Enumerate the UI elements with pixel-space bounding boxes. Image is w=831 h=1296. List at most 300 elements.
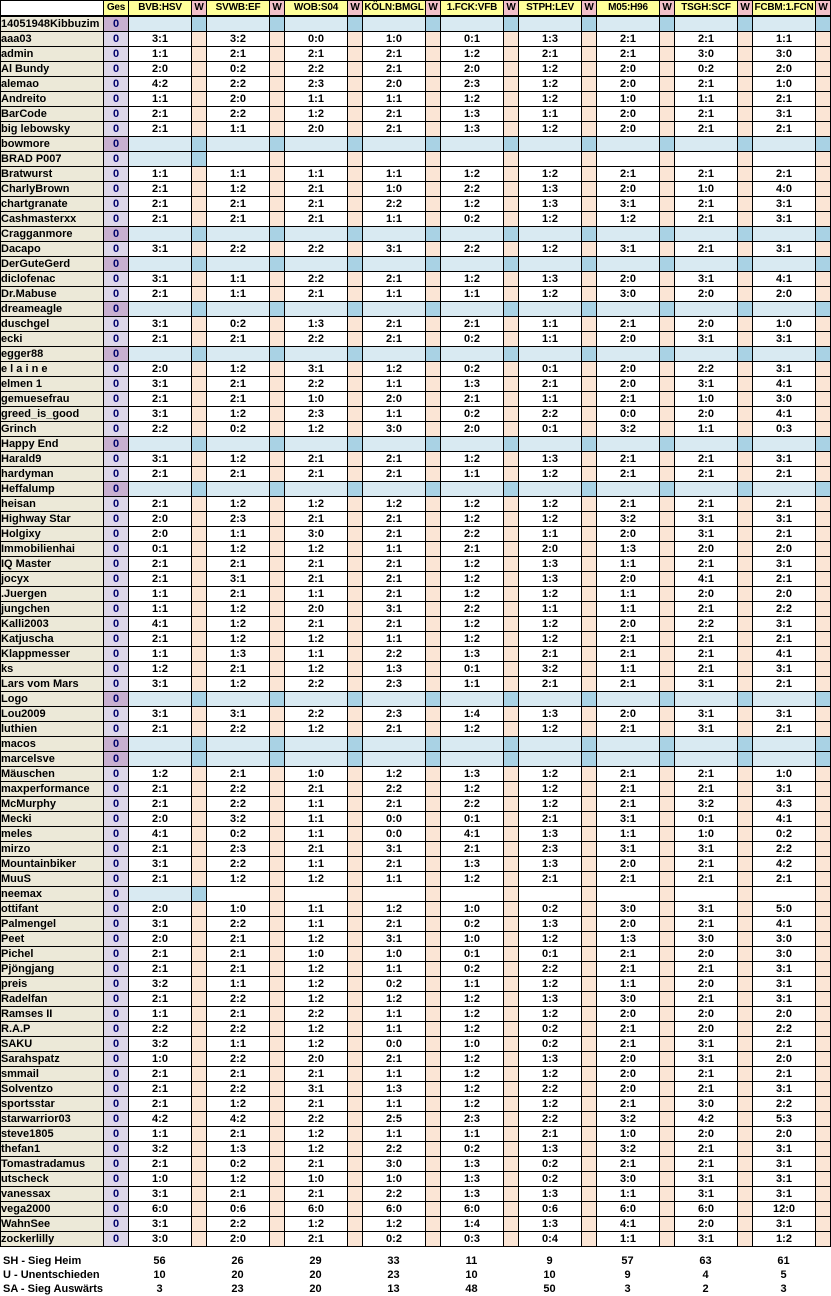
w-cell [504, 392, 519, 407]
tip-cell: 0:2 [441, 212, 504, 227]
tip-cell: 3:1 [753, 1082, 816, 1097]
tip-cell: 2:1 [597, 1037, 660, 1052]
w-cell [660, 212, 675, 227]
w-cell [816, 467, 831, 482]
player-row [1, 947, 831, 962]
w-cell [426, 1217, 441, 1232]
w-cell [426, 587, 441, 602]
tip-cell: 2:0 [363, 77, 426, 92]
ges-total: 0 [104, 302, 129, 317]
player-row [1, 302, 831, 317]
w-cell [738, 16, 753, 32]
w-cell [738, 452, 753, 467]
tip-cell: 2:1 [675, 602, 738, 617]
ges-column-header: Ges [104, 1, 129, 17]
w-cell [426, 1142, 441, 1157]
w-cell [816, 497, 831, 512]
tip-cell: 2:2 [285, 1112, 348, 1127]
w-cell [270, 272, 285, 287]
player-row [1, 572, 831, 587]
player-name: ks [1, 662, 104, 677]
w-cell [582, 932, 597, 947]
tip-cell: 3:1 [675, 512, 738, 527]
w-cell [270, 722, 285, 737]
w-cell [270, 452, 285, 467]
player-row [1, 287, 831, 302]
tip-cell [363, 887, 426, 902]
tip-cell: 3:1 [129, 317, 192, 332]
w-cell [348, 152, 363, 167]
tip-cell: 2:1 [675, 962, 738, 977]
w-cell [504, 212, 519, 227]
w-cell [738, 422, 753, 437]
w-cell [504, 1052, 519, 1067]
w-cell [270, 257, 285, 272]
tip-cell: 0:2 [675, 62, 738, 77]
w-cell [504, 827, 519, 842]
tip-cell: 3:0 [363, 1157, 426, 1172]
tip-cell: 1:2 [519, 1067, 582, 1082]
player-row [1, 932, 831, 947]
w-cell [348, 902, 363, 917]
tip-cell: 2:1 [363, 797, 426, 812]
tip-cell: 4:1 [675, 572, 738, 587]
tip-cell: 3:2 [129, 1142, 192, 1157]
tip-cell: 2:0 [129, 932, 192, 947]
tip-cell: 3:1 [675, 377, 738, 392]
w-cell [270, 16, 285, 32]
w-cell [270, 1097, 285, 1112]
tip-cell: 2:0 [597, 62, 660, 77]
stats-value: 23 [387, 1269, 400, 1281]
tip-cell: 2:1 [207, 467, 270, 482]
w-cell [582, 812, 597, 827]
w-cell [426, 212, 441, 227]
tip-cell: 2:1 [675, 212, 738, 227]
tip-cell: 1:1 [285, 797, 348, 812]
tip-cell: 2:0 [129, 512, 192, 527]
w-cell [738, 512, 753, 527]
w-cell [582, 797, 597, 812]
ges-total: 0 [104, 152, 129, 167]
tip-cell: 2:1 [753, 872, 816, 887]
w-cell [270, 617, 285, 632]
w-cell [270, 992, 285, 1007]
player-name: DerGuteGerd [1, 257, 104, 272]
tip-cell: 4:0 [753, 182, 816, 197]
tip-cell: 2:1 [675, 632, 738, 647]
w-cell [504, 752, 519, 767]
player-name: elmen 1 [1, 377, 104, 392]
player-row [1, 16, 831, 32]
tip-cell: 2:1 [363, 527, 426, 542]
tip-cell: 4:1 [753, 647, 816, 662]
w-cell [426, 197, 441, 212]
tip-cell: 1:0 [363, 32, 426, 47]
w-cell [582, 167, 597, 182]
tip-cell: 3:2 [597, 1112, 660, 1127]
tip-cell: 1:1 [363, 287, 426, 302]
stats-gap [347, 1268, 362, 1282]
tip-cell: 1:1 [285, 92, 348, 107]
tip-cell: 2:2 [207, 1082, 270, 1097]
tip-cell: 1:1 [363, 212, 426, 227]
tip-cell [363, 752, 426, 767]
tip-cell: 2:1 [441, 317, 504, 332]
tip-cell: 1:2 [441, 512, 504, 527]
ges-total: 0 [104, 32, 129, 47]
w-cell [270, 47, 285, 62]
tip-cell: 3:1 [675, 842, 738, 857]
ges-total: 0 [104, 1232, 129, 1247]
w-cell [582, 1187, 597, 1202]
tip-cell [519, 227, 582, 242]
tip-cell [597, 16, 660, 32]
tip-cell: 2:1 [363, 857, 426, 872]
w-cell [270, 467, 285, 482]
w-cell [504, 497, 519, 512]
player-name: dreameagle [1, 302, 104, 317]
player-name: Ramses II [1, 1007, 104, 1022]
w-cell [582, 227, 597, 242]
tip-cell: 1:1 [285, 587, 348, 602]
player-name: WahnSee [1, 1217, 104, 1232]
tip-cell: 2:0 [597, 917, 660, 932]
match-header-8: TSGH:SCF [675, 1, 738, 17]
ges-total: 0 [104, 617, 129, 632]
tip-cell: 1:3 [363, 1082, 426, 1097]
w-cell [192, 632, 207, 647]
w-cell [192, 872, 207, 887]
w-cell [270, 602, 285, 617]
w-cell [192, 257, 207, 272]
w-column-header: W [582, 1, 597, 17]
ges-total: 0 [104, 542, 129, 557]
tip-cell: 2:0 [597, 77, 660, 92]
w-cell [270, 1067, 285, 1082]
player-name: Tomastradamus [1, 1157, 104, 1172]
tip-cell [363, 152, 426, 167]
tip-cell [129, 302, 192, 317]
w-cell [816, 557, 831, 572]
w-cell [192, 887, 207, 902]
player-name: utscheck [1, 1172, 104, 1187]
w-cell [504, 77, 519, 92]
w-cell [426, 602, 441, 617]
tip-cell: 3:1 [753, 782, 816, 797]
tip-cell: 1:2 [519, 242, 582, 257]
tip-cell: 1:1 [363, 1097, 426, 1112]
player-name: Bratwurst [1, 167, 104, 182]
tip-cell: 1:1 [363, 92, 426, 107]
tip-cell [285, 347, 348, 362]
player-name: duschgel [1, 317, 104, 332]
player-row [1, 77, 831, 92]
tip-cell: 3:1 [753, 362, 816, 377]
tip-cell: 2:0 [285, 122, 348, 137]
w-cell [504, 422, 519, 437]
w-cell [816, 632, 831, 647]
tip-cell [597, 737, 660, 752]
w-cell [426, 362, 441, 377]
w-cell [660, 62, 675, 77]
w-cell [504, 16, 519, 32]
tip-cell: 1:3 [207, 647, 270, 662]
w-column-header: W [192, 1, 207, 17]
w-cell [582, 107, 597, 122]
tip-cell [675, 737, 738, 752]
w-cell [270, 122, 285, 137]
tip-cell: 3:1 [285, 1082, 348, 1097]
ges-total: 0 [104, 92, 129, 107]
tip-cell: 1:1 [597, 827, 660, 842]
w-cell [738, 812, 753, 827]
w-cell [504, 677, 519, 692]
tip-cell: 2:2 [207, 1052, 270, 1067]
player-row [1, 1007, 831, 1022]
tip-cell: 1:1 [129, 1127, 192, 1142]
tip-cell [207, 302, 270, 317]
tip-cell: 1:0 [753, 317, 816, 332]
player-row [1, 1052, 831, 1067]
w-cell [192, 1232, 207, 1247]
w-cell [660, 152, 675, 167]
tip-cell: 2:1 [675, 242, 738, 257]
w-cell [738, 602, 753, 617]
stats-gap [503, 1268, 518, 1282]
tip-cell: 6:0 [597, 1202, 660, 1217]
w-cell [270, 647, 285, 662]
w-cell [816, 257, 831, 272]
ges-total: 0 [104, 257, 129, 272]
w-cell [192, 857, 207, 872]
w-cell [504, 482, 519, 497]
w-cell [582, 707, 597, 722]
w-cell [426, 467, 441, 482]
w-cell [348, 332, 363, 347]
tip-cell: 2:1 [597, 32, 660, 47]
player-row [1, 962, 831, 977]
tip-cell: 0:2 [519, 1172, 582, 1187]
w-cell [348, 812, 363, 827]
tip-cell: 1:3 [519, 917, 582, 932]
w-cell [582, 257, 597, 272]
w-cell [192, 407, 207, 422]
w-cell [270, 767, 285, 782]
w-cell [816, 692, 831, 707]
w-cell [582, 377, 597, 392]
stats-value: 20 [309, 1283, 322, 1295]
w-cell [192, 242, 207, 257]
w-cell [426, 122, 441, 137]
tip-cell: 2:1 [675, 557, 738, 572]
player-name: admin [1, 47, 104, 62]
w-cell [192, 572, 207, 587]
tip-cell [597, 347, 660, 362]
tip-cell: 2:3 [285, 407, 348, 422]
tip-cell: 0:2 [441, 362, 504, 377]
w-cell [348, 602, 363, 617]
player-row [1, 1082, 831, 1097]
w-cell [192, 707, 207, 722]
w-cell [270, 107, 285, 122]
tip-cell: 2:1 [597, 1097, 660, 1112]
w-cell [816, 887, 831, 902]
tip-cell: 1:3 [519, 1187, 582, 1202]
ges-total: 0 [104, 1172, 129, 1187]
w-cell [270, 317, 285, 332]
w-cell [270, 137, 285, 152]
w-cell [192, 512, 207, 527]
tip-cell: 1:1 [441, 677, 504, 692]
tip-cell: 1:2 [441, 452, 504, 467]
tip-cell: 2:3 [285, 77, 348, 92]
w-cell [660, 182, 675, 197]
tip-cell: 3:0 [753, 947, 816, 962]
w-cell [270, 962, 285, 977]
w-cell [192, 16, 207, 32]
tip-cell [597, 887, 660, 902]
tip-cell: 2:1 [207, 332, 270, 347]
w-cell [660, 452, 675, 467]
w-cell [582, 587, 597, 602]
tip-cell: 1:0 [753, 77, 816, 92]
tip-cell: 1:2 [441, 1052, 504, 1067]
w-cell [192, 542, 207, 557]
stats-value: 20 [231, 1269, 244, 1281]
tip-cell: 1:2 [207, 452, 270, 467]
ges-total: 0 [104, 287, 129, 302]
w-cell [504, 1007, 519, 1022]
w-cell [192, 332, 207, 347]
tip-cell: 3:1 [675, 332, 738, 347]
tip-cell: 0:0 [363, 812, 426, 827]
tip-cell: 2:1 [207, 47, 270, 62]
ges-total: 0 [104, 212, 129, 227]
w-cell [192, 107, 207, 122]
tip-cell: 1:2 [519, 212, 582, 227]
w-cell [582, 767, 597, 782]
player-row [1, 137, 831, 152]
w-cell [738, 152, 753, 167]
w-cell [426, 812, 441, 827]
player-row [1, 767, 831, 782]
w-cell [816, 947, 831, 962]
tip-cell [285, 227, 348, 242]
w-cell [582, 122, 597, 137]
tip-cell: 3:1 [753, 107, 816, 122]
w-cell [504, 122, 519, 137]
player-row [1, 362, 831, 377]
w-cell [816, 977, 831, 992]
player-name: Highway Star [1, 512, 104, 527]
w-cell [582, 752, 597, 767]
tip-cell: 2:1 [285, 47, 348, 62]
w-cell [660, 497, 675, 512]
w-cell [192, 617, 207, 632]
tip-cell: 2:2 [207, 992, 270, 1007]
w-cell [348, 362, 363, 377]
w-cell [504, 317, 519, 332]
tip-cell: 1:2 [441, 587, 504, 602]
tip-cell: 2:1 [129, 992, 192, 1007]
tip-cell [285, 152, 348, 167]
tip-cell: 0:2 [207, 317, 270, 332]
w-cell [192, 452, 207, 467]
w-cell [738, 857, 753, 872]
player-row [1, 1067, 831, 1082]
w-cell [738, 212, 753, 227]
w-cell [504, 182, 519, 197]
tip-cell: 1:1 [597, 587, 660, 602]
tip-cell: 3:1 [753, 1187, 816, 1202]
tip-cell: 2:1 [753, 677, 816, 692]
tip-cell: 2:1 [675, 32, 738, 47]
tip-cell: 1:2 [285, 977, 348, 992]
player-name: mirzo [1, 842, 104, 857]
w-cell [270, 182, 285, 197]
tip-cell: 3:1 [753, 662, 816, 677]
tip-cell: 5:0 [753, 902, 816, 917]
ges-total: 0 [104, 662, 129, 677]
w-cell [738, 272, 753, 287]
tip-cell: 1:2 [519, 1097, 582, 1112]
w-cell [426, 872, 441, 887]
w-cell [192, 1067, 207, 1082]
w-cell [192, 362, 207, 377]
tip-cell [441, 737, 504, 752]
w-cell [192, 137, 207, 152]
tip-cell: 1:2 [441, 167, 504, 182]
w-cell [582, 1142, 597, 1157]
player-name: MuuS [1, 872, 104, 887]
tip-cell [363, 302, 426, 317]
w-cell [738, 1067, 753, 1082]
tip-cell: 1:2 [441, 872, 504, 887]
tip-cell: 2:1 [597, 1157, 660, 1172]
tip-cell: 1:1 [285, 167, 348, 182]
ges-total: 0 [104, 167, 129, 182]
tip-cell [675, 302, 738, 317]
w-cell [816, 617, 831, 632]
tip-cell: 1:2 [285, 962, 348, 977]
tip-cell: 3:1 [285, 362, 348, 377]
ges-total: 0 [104, 362, 129, 377]
stats-gap [659, 1282, 674, 1296]
stats-row [0, 1282, 830, 1296]
w-cell [738, 662, 753, 677]
tip-cell: 2:2 [363, 782, 426, 797]
tip-cell: 2:1 [363, 917, 426, 932]
w-cell [192, 1007, 207, 1022]
ges-total: 0 [104, 722, 129, 737]
tip-cell: 1:1 [753, 32, 816, 47]
w-cell [660, 272, 675, 287]
tip-cell: 2:0 [675, 1022, 738, 1037]
tip-cell: 1:1 [129, 92, 192, 107]
tip-cell: 2:1 [519, 1127, 582, 1142]
tip-cell: 3:2 [597, 512, 660, 527]
tip-cell: 3:1 [129, 407, 192, 422]
tip-cell: 2:0 [675, 587, 738, 602]
tip-cell [519, 257, 582, 272]
tip-cell: 3:1 [129, 677, 192, 692]
w-cell [738, 632, 753, 647]
tip-cell: 1:1 [519, 392, 582, 407]
w-cell [270, 1037, 285, 1052]
tip-cell [207, 752, 270, 767]
tip-cell: 1:3 [519, 272, 582, 287]
